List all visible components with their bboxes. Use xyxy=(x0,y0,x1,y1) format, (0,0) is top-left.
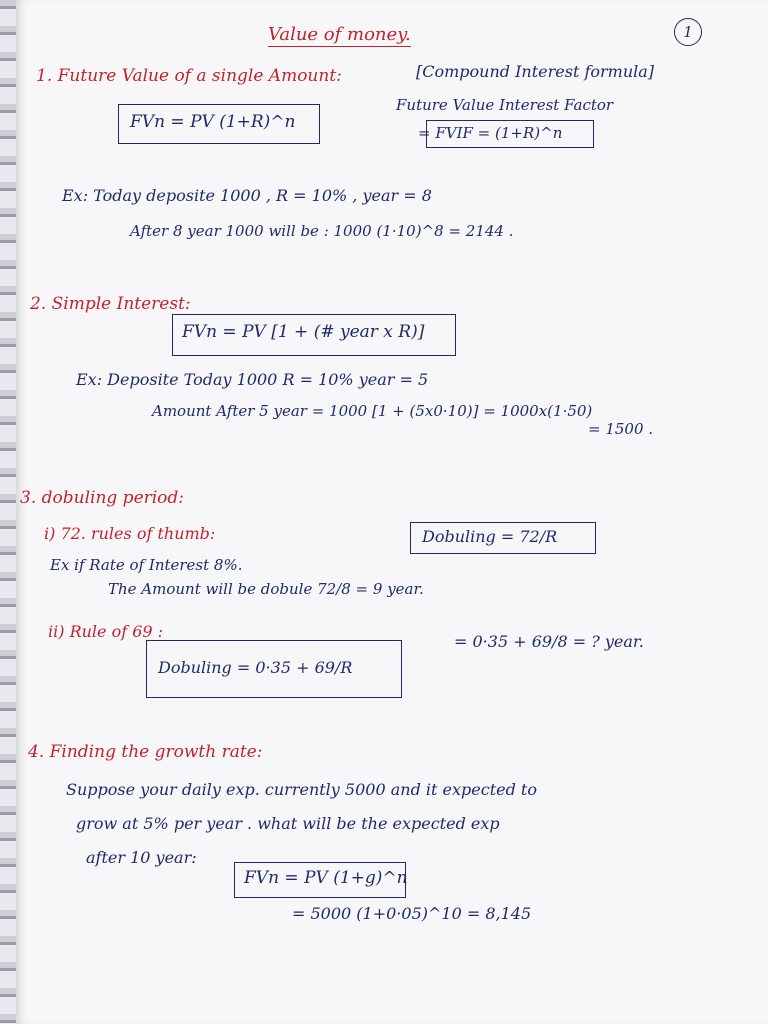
rule69-calc: = 0·35 + 69/8 = ? year. xyxy=(454,632,644,651)
section4-line2: grow at 5% per year . what will be the expected exp xyxy=(76,814,500,833)
section4-heading: 4. Finding the growth rate: xyxy=(28,742,263,762)
growth-formula: FVn = PV (1+g)^n xyxy=(244,868,408,888)
section1-note: [Compound Interest formula] xyxy=(416,62,655,81)
page-number: 1 xyxy=(674,18,702,46)
fvif-label: Future Value Interest Factor xyxy=(396,96,614,114)
rule72-formula: Dobuling = 72/R xyxy=(422,527,558,546)
rule72-heading: i) 72. rules of thumb: xyxy=(44,524,216,543)
rule69-heading: ii) Rule of 69 : xyxy=(48,622,164,641)
section4-line3: after 10 year: xyxy=(86,848,197,867)
fv-formula: FVn = PV (1+R)^n xyxy=(130,112,296,132)
section1-heading: 1. Future Value of a single Amount: xyxy=(36,66,342,86)
page-title: Value of money. xyxy=(268,24,411,45)
section3-heading: 3. dobuling period: xyxy=(20,488,185,508)
example1-line1: Ex: Today deposite 1000 , R = 10% , year = 8 xyxy=(62,186,432,205)
example3-line2: The Amount will be dobule 72/8 = 9 year. xyxy=(108,580,424,598)
example2-line3: = 1500 . xyxy=(588,420,654,438)
example3-line1: Ex if Rate of Interest 8%. xyxy=(50,556,243,574)
example2-line2: Amount After 5 year = 1000 [1 + (5x0·10)] = 1000x(1·50) xyxy=(152,402,593,420)
example2-line1: Ex: Deposite Today 1000 R = 10% year = 5 xyxy=(76,370,429,389)
fvif-formula: = FVIF = (1+R)^n xyxy=(418,124,563,142)
example1-line2: After 8 year 1000 will be : 1000 (1·10)^8 = 2144 . xyxy=(130,222,514,240)
growth-result: = 5000 (1+0·05)^10 = 8,145 xyxy=(292,904,532,923)
section4-line1: Suppose your daily exp. currently 5000 and it expected to xyxy=(66,780,537,799)
rule69-formula: Dobuling = 0·35 + 69/R xyxy=(158,658,353,677)
section2-heading: 2. Simple Interest: xyxy=(30,294,191,314)
spiral-binding xyxy=(0,0,16,1024)
si-formula: FVn = PV [1 + (# year x R)] xyxy=(182,322,425,342)
